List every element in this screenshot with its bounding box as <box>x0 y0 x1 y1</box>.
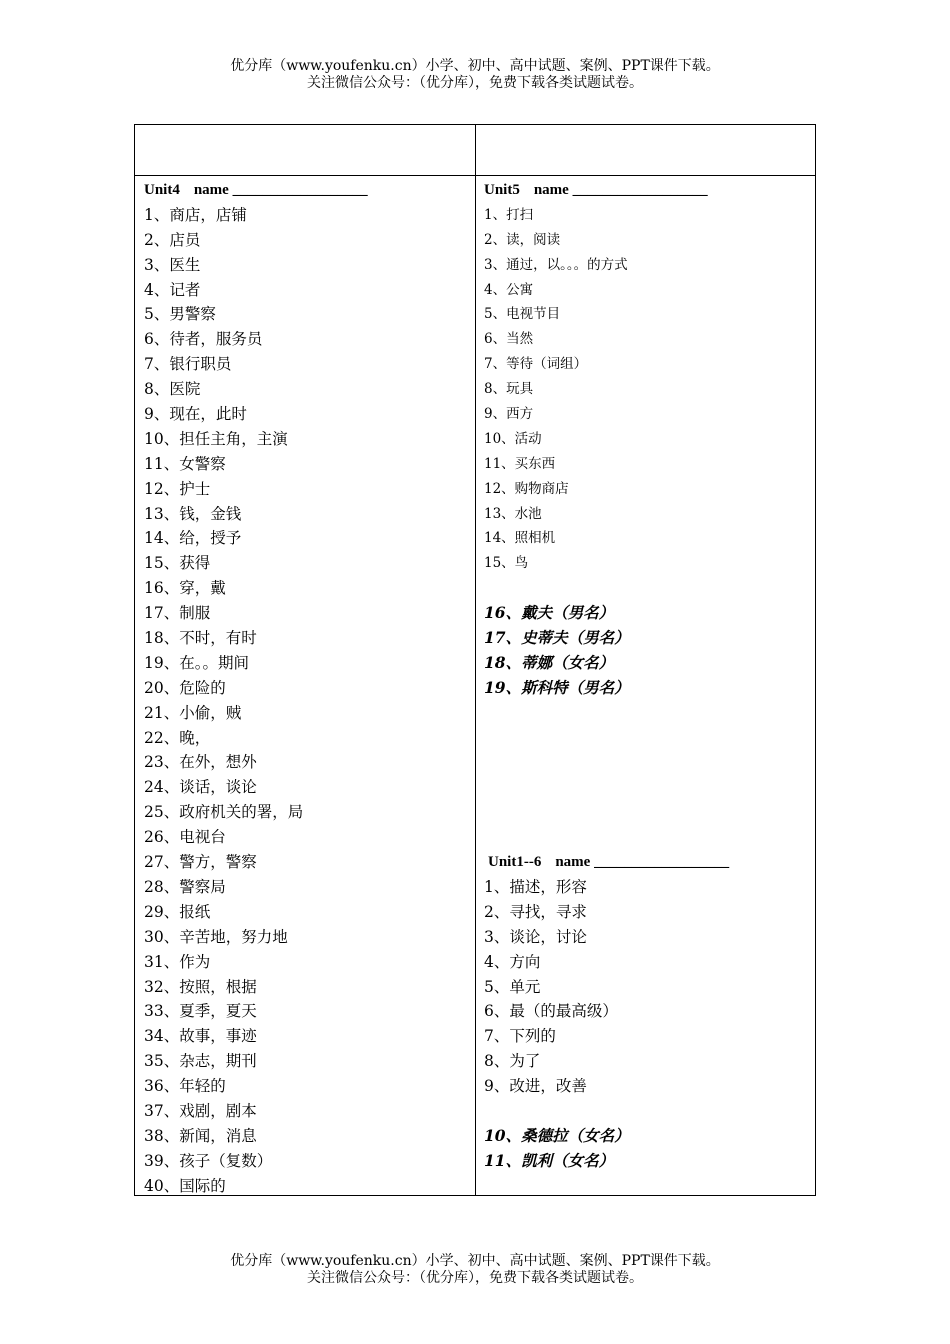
vocab-item: 6、最（的最高级） <box>484 1002 618 1021</box>
vocab-item: 15、鸟 <box>484 555 529 572</box>
vocab-item: 14、照相机 <box>484 530 556 547</box>
unit5-word-list <box>484 203 809 576</box>
vocab-item: 7、等待（词组） <box>484 356 588 373</box>
vocab-item: 7、下列的 <box>484 1027 556 1046</box>
unit5-column <box>484 178 809 1174</box>
vocab-item: 8、玩具 <box>484 381 534 398</box>
vocab-item: 39、孩子（复数） <box>144 1151 273 1170</box>
vocab-item: 24、谈话，谈论 <box>144 778 257 797</box>
vocab-item: 33、夏季，夏天 <box>144 1002 257 1021</box>
vocab-item: 7、银行职员 <box>144 355 232 374</box>
vocab-item: 8、为了 <box>484 1052 541 1071</box>
vocab-item: 5、单元 <box>484 977 541 996</box>
unit4-heading: Unit4 name __________________ <box>144 182 368 198</box>
vocab-item: 19、斯科特（男名） <box>484 677 630 697</box>
vocab-item: 15、获得 <box>144 554 211 573</box>
vocab-item: 20、危险的 <box>144 678 226 697</box>
vocab-item: 13、水池 <box>484 505 542 522</box>
vocab-item: 9、改进，改善 <box>484 1077 587 1096</box>
vocab-table <box>134 124 816 1196</box>
vocab-item: 32、按照，根据 <box>144 977 257 996</box>
vocab-item: 17、制服 <box>144 604 211 623</box>
vocab-item: 10、担任主角，主演 <box>144 429 288 448</box>
vocab-item: 27、警方，警察 <box>144 853 257 872</box>
header-line-2: 关注微信公众号：（优分库），免费下载各类试题试卷。 <box>307 75 643 91</box>
vocab-item: 1、打扫 <box>484 206 534 223</box>
vocab-item: 18、蒂娜（女名） <box>484 652 615 672</box>
unit5-name-list <box>484 601 809 701</box>
unit1-6-name-blank: name __________________ <box>555 854 730 871</box>
unit1-6-word-list <box>484 875 809 1099</box>
vocab-item: 36、年轻的 <box>144 1077 226 1096</box>
vocab-item: 2、寻找，寻求 <box>484 902 587 921</box>
vocab-item: 4、记者 <box>144 280 201 299</box>
vocab-item: 14、给，授予 <box>144 529 242 548</box>
vocab-item: 1、描述，形容 <box>484 877 587 896</box>
unit5-name-blank: name __________________ <box>533 182 708 198</box>
unit5-heading: Unit5 name __________________ <box>484 182 708 198</box>
vocab-item: 12、购物商店 <box>484 480 569 497</box>
vocab-item: 30、辛苦地，努力地 <box>144 927 288 946</box>
vocab-item: 38、新闻，消息 <box>144 1126 257 1145</box>
vocab-item: 10、桑德拉（女名） <box>484 1125 630 1145</box>
vocab-item: 25、政府机关的署，局 <box>144 803 304 822</box>
vocab-item: 35、杂志，期刊 <box>144 1052 257 1071</box>
vocab-item: 6、当然 <box>484 331 534 348</box>
vocab-item: 16、穿，戴 <box>144 579 226 598</box>
vocab-item: 3、医生 <box>144 255 201 274</box>
vocab-item: 37、戏剧，剧本 <box>144 1101 257 1120</box>
vocab-item: 22、晚， <box>144 728 211 747</box>
vocab-item: 9、西方 <box>484 406 534 423</box>
vocab-item: 5、男警察 <box>144 305 216 324</box>
vocab-item: 6、待者，服务员 <box>144 330 263 349</box>
vocab-item: 23、在外，想外 <box>144 753 257 772</box>
header-line-1: 优分库（www.youfenku.cn）小学、初中、高中试题、案例、PPT课件下载。 <box>230 58 720 74</box>
vocab-item: 40、国际的 <box>144 1176 226 1195</box>
vocab-item: 3、谈论，讨论 <box>484 927 587 946</box>
vocab-item: 18、不时，有时 <box>144 629 257 648</box>
footer-line-2: 关注微信公众号：（优分库），免费下载各类试题试卷。 <box>307 1270 643 1286</box>
vocab-item: 12、护士 <box>144 479 211 498</box>
vocab-item: 19、在。。期间 <box>144 653 249 672</box>
vocab-item: 11、买东西 <box>484 455 556 472</box>
vocab-item: 13、钱，金钱 <box>144 504 242 523</box>
page-header <box>0 58 950 92</box>
vocab-item: 4、方向 <box>484 952 541 971</box>
header-row-divider <box>135 175 815 176</box>
vocab-item: 34、故事，事迹 <box>144 1027 257 1046</box>
unit4-name-blank: name __________________ <box>193 182 368 198</box>
unit1-6-name-list <box>484 1124 809 1174</box>
vocab-item: 2、店员 <box>144 230 201 249</box>
vocab-item: 29、报纸 <box>144 902 211 921</box>
vocab-item: 26、电视台 <box>144 828 226 847</box>
vocab-item: 11、女警察 <box>144 454 226 473</box>
vocab-item: 10、活动 <box>484 430 542 447</box>
vocab-item: 16、戴夫（男名） <box>484 603 615 623</box>
vocab-item: 9、现在，此时 <box>144 405 247 424</box>
vocab-item: 17、史蒂夫（男名） <box>484 628 630 648</box>
vocab-item: 4、公寓 <box>484 281 534 298</box>
unit4-column <box>144 178 469 1199</box>
vocab-item: 8、医院 <box>144 380 201 399</box>
vocab-item: 11、凯利（女名） <box>484 1150 615 1170</box>
footer-line-1: 优分库（www.youfenku.cn）小学、初中、高中试题、案例、PPT课件下载。 <box>230 1253 720 1269</box>
vocab-item: 3、通过，以。。。的方式 <box>484 256 628 273</box>
vocab-item: 1、商店，店铺 <box>144 205 247 224</box>
unit4-word-list <box>144 203 469 1199</box>
vocab-item: 28、警察局 <box>144 877 226 896</box>
unit1-6-heading: Unit1--6 name __________________ <box>488 854 730 871</box>
vocab-item: 31、作为 <box>144 952 211 971</box>
page-footer <box>0 1253 950 1287</box>
column-divider <box>475 125 476 1195</box>
vocab-item: 21、小偷，贼 <box>144 703 242 722</box>
vocab-item: 5、电视节目 <box>484 306 561 323</box>
vocab-item: 2、读，阅读 <box>484 231 561 248</box>
